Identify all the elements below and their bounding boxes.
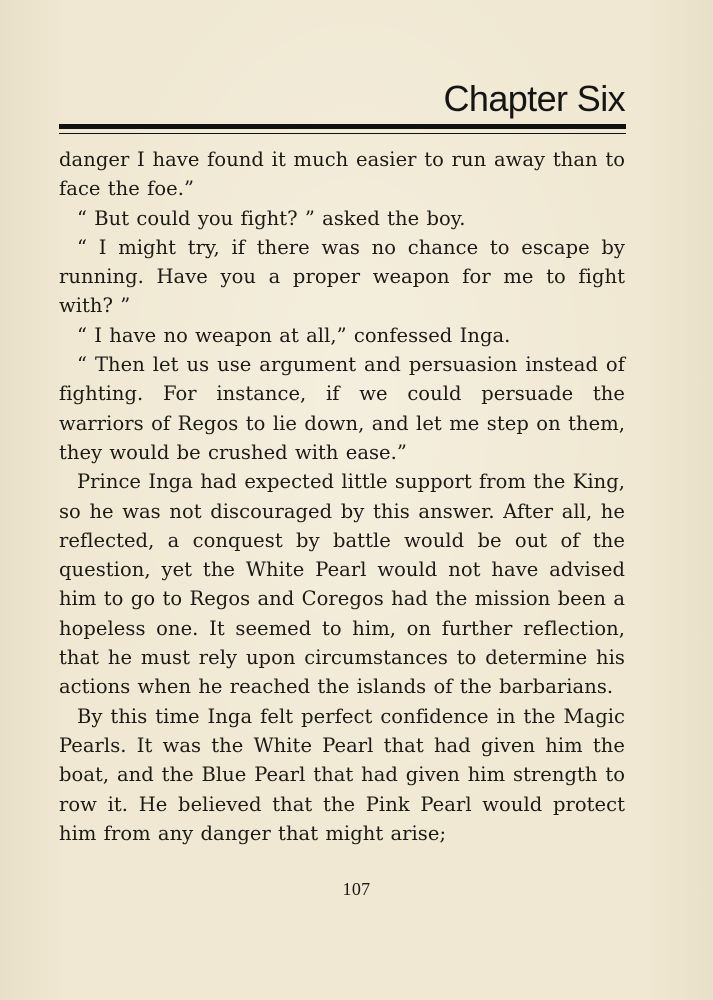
paragraph: “ Then let us use argument and persuasion instead of fighting. For instance, if we could persuade the warriors of Regos to lie down, and let me step on them, they would be crushed with ease.” (59, 353, 625, 464)
chapter-title: Chapter Six (443, 78, 625, 119)
paragraph: danger I have found it much easier to run away than to face the foe.” (59, 148, 625, 201)
paragraph: “ I have no weapon at all,” confessed Inga. (77, 323, 511, 347)
header-rule (59, 124, 626, 129)
paragraph: Prince Inga had expected little support from the King, so he was not discouraged by this answer. After all, he reflected, a conquest by battle would be out of the question, yet the White Pearl would not have advised him to go to Regos and Coregos had the mission been a hopeless one. It seemed to him, on further reflection, that he must rely upon circumstances to determine his actions when he reached the islands of the barbarians. (59, 470, 625, 699)
paragraph: By this time Inga felt perfect confidence in the Magic Pearls. It was the White Pearl that had given him the boat, and the Blue Pearl that had given him strength to row it. He believed that the Pink Pearl would protect him from any danger that might arise; (59, 704, 625, 845)
paragraph: “ I might try, if there was no chance to escape by running. Have you a proper weapon for me to fight with? ” (59, 235, 625, 318)
body-text (59, 145, 625, 848)
paragraph: “ But could you fight? ” asked the boy. (77, 206, 466, 230)
page-number: 107 (342, 879, 371, 899)
